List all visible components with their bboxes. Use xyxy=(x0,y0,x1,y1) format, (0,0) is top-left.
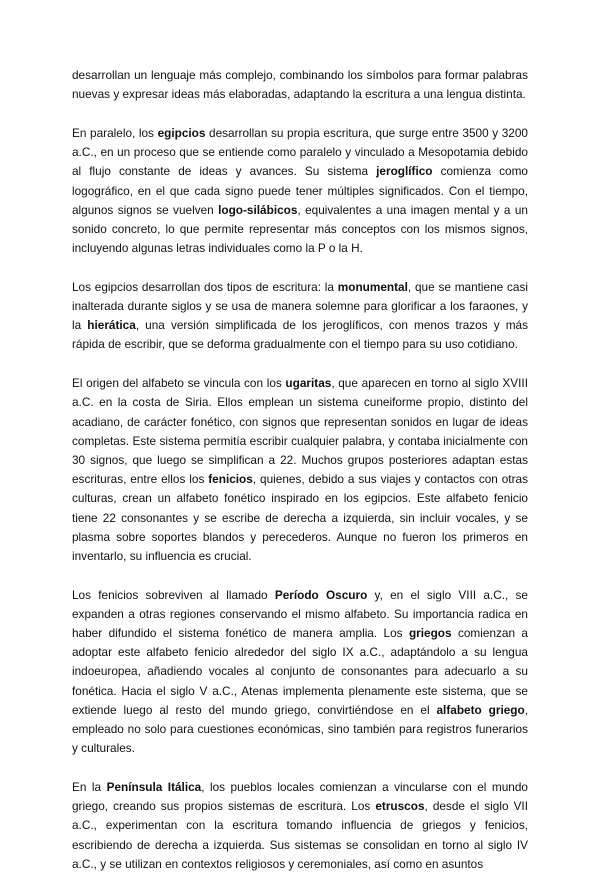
text-run: , desde el siglo VII a.C., experimentan con la escritura tomando influencia de griegos y fenicios, escribiendo de derecha a izquierda. Sus sistemas se consolidan en torno al siglo IV a.C., y se utilizan en contextos religiosos y ceremoniales, así como en asuntos xyxy=(72,799,528,871)
bold-term: fenicios xyxy=(208,472,253,487)
text-run: , empleado no solo para cuestiones económicas, sino también para registros funerarios y culturales. xyxy=(72,702,528,756)
paragraph-peninsula-italica xyxy=(72,778,528,874)
bold-term: egipcios xyxy=(157,125,206,140)
bold-term: etruscos xyxy=(375,799,425,814)
paragraph-escritura-egipcia xyxy=(72,278,528,355)
text-run: comienza como logográfico, en el que cada signo puede tener múltiples significados. Con el tiempo, algunos signos se vuelven xyxy=(72,164,528,217)
bold-term: griegos xyxy=(408,626,452,641)
text-run: , quienes, debido a sus viajes y contactos con otras culturas, crean un alfabeto fonético inspirado en los egipcios. Este alfabeto fenicio tiene 22 consonantes y se escribe de derecha a izquierda, sin incluir vocales, y se plasma sobre soportes blandos y perecederos. Aunque no fueron los primeros en inventarlo, su influencia es crucial. xyxy=(72,472,528,563)
text-run: comienzan a adoptar este alfabeto fenicio alrededor del siglo IX a.C., adaptándolo a su lengua indoeuropea, añadiendo vocales al conjunto de consonantes para adecuarlo a su fonética. Hacia el siglo V a.C., Atenas implementa plenamente este sistema, que se extiende luego al resto del mundo griego, convirtiéndose en el xyxy=(72,626,528,717)
text-run: , que aparecen en torno al siglo XVIII a.C. en la costa de Siria. Ellos emplean un sistema cuneiforme propio, distinto del acadiano, de carácter fonético, con signos que representan sonidos en lugar de ideas completas. Este sistema permitía escribir cualquier palabra, y contaba inicialmente con 30 signos, que luego se simplifican a 22. Muchos grupos posteriores adaptan estas escrituras, entre ellos los xyxy=(72,376,528,487)
bold-term: Península Itálica xyxy=(106,780,202,794)
text-run: , que se mantiene casi inalterada durante siglos y se usa de manera solemne para glorificar a los faraones, y la xyxy=(72,279,529,333)
paragraph-origen-alfabeto xyxy=(72,374,528,566)
text-run: , una versión simplificada de los jeroglíficos, con menos trazos y más rápida de escribir, que se deforma gradualmente con el tiempo para su uso cotidiano. xyxy=(72,318,528,352)
bold-term: logo-silábicos xyxy=(218,202,298,217)
paragraph-egipcios xyxy=(72,124,528,258)
bold-term: ugaritas xyxy=(285,376,332,391)
paragraph-mesopotamia-continuation xyxy=(72,66,528,104)
bold-term: hierática xyxy=(87,318,136,333)
text-run: y, en el siglo VIII a.C., se expanden a otras regiones conservando el mismo alfabeto. Su importancia radica en haber difundido el sistema fonético de manera amplia. Los xyxy=(72,587,528,641)
text-run: , los pueblos locales comienzan a vincularse con el mundo griego, creando sus propios sistemas de escritura. Los xyxy=(72,780,528,814)
text-run: El origen del alfabeto se vincula con los xyxy=(72,376,286,391)
bold-term: jeroglífico xyxy=(376,164,433,179)
text-run: desarrollan un lenguaje más complejo, combinando los símbolos para formar palabras nuevas y expresar ideas más elaboradas, adaptando la escritura a una lengua distinta. xyxy=(72,68,528,102)
text-run: Los fenicios sobreviven al llamado xyxy=(72,587,275,602)
paragraph-fenicios-griegos xyxy=(72,586,528,759)
text-run: Los egipcios desarrollan dos tipos de escritura: la xyxy=(72,279,338,294)
text-run: , equivalentes a una imagen mental y a un sonido concreto, lo que permite representar más conceptos con los mismos signos, incluyendo algunas letras individuales como la P o la H. xyxy=(72,202,528,256)
text-run: En paralelo, los xyxy=(72,125,158,140)
text-run: En la xyxy=(72,780,107,794)
bold-term: monumental xyxy=(337,279,408,294)
bold-term: Período Oscuro xyxy=(274,587,368,602)
document-page xyxy=(72,66,528,894)
text-run: desarrollan su propia escritura, que surge entre 3500 y 3200 a.C., en un proceso que se entiende como paralelo y vinculado a Mesopotamia debido al flujo constante de ideas y avances. Su sistema xyxy=(72,125,528,179)
bold-term: alfabeto griego xyxy=(436,702,525,717)
